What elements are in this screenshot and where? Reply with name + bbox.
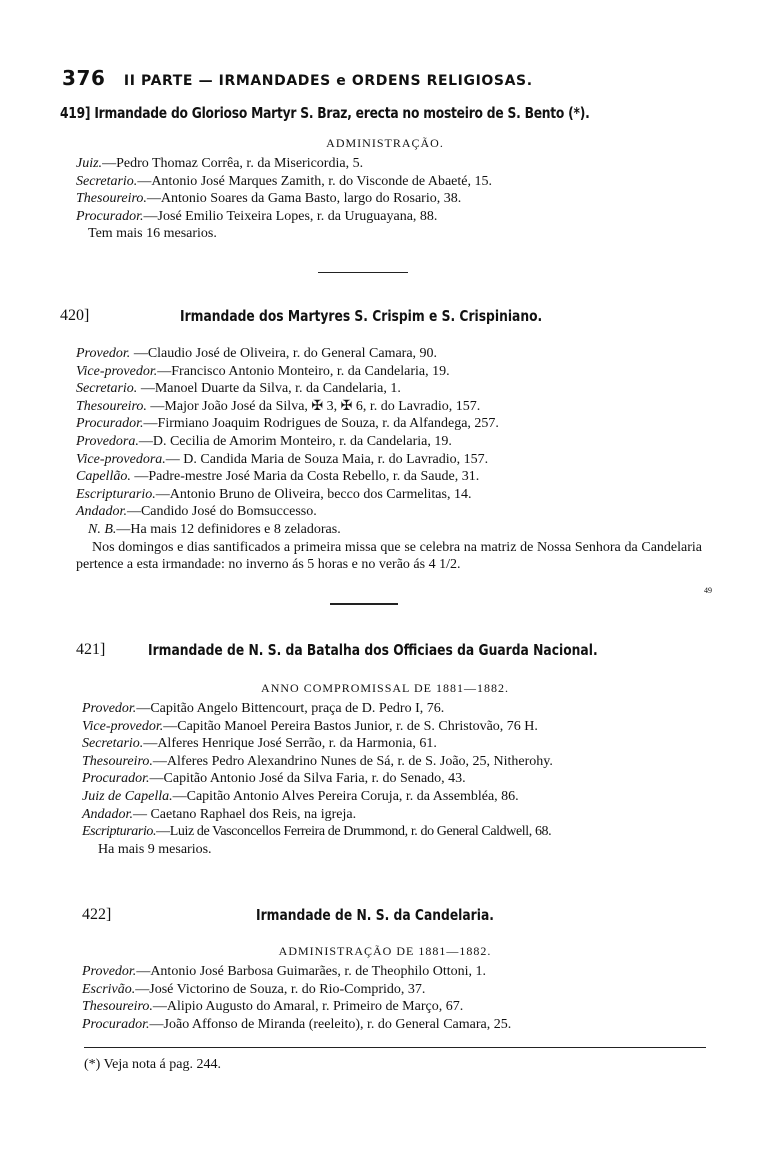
officer-line: Escripturario.—Luiz de Vasconcellos Ferreira de Drummond, r. do General Caldwell, 68.	[82, 824, 552, 840]
officer-line: Thesoureiro.—Alferes Pedro Alexandrino Nunes de Sá, r. de S. João, 25, Nitherohy.	[82, 753, 553, 769]
section-subtitle: ADMINISTRAÇÃO.	[326, 136, 444, 150]
section-title-row	[60, 641, 710, 663]
officer-line: Vice-provedor.—Francisco Antonio Monteiro, r. da Candelaria, 19.	[76, 363, 450, 379]
page-number: 376	[62, 66, 106, 90]
divider	[330, 603, 398, 605]
section-title: Irmandade de N. S. da Candelaria.	[256, 906, 494, 924]
section-title: Irmandade dos Martyres S. Crispim e S. Crispiniano.	[180, 307, 543, 325]
section-420	[60, 307, 710, 574]
footnote-rule	[84, 1047, 706, 1048]
officer-line: Provedor. —Claudio José de Oliveira, r. do General Camara, 90.	[76, 346, 438, 361]
section-title: 419] Irmandade do Glorioso Martyr S. Braz, erecta no mosteiro de S. Bento (*).	[60, 104, 590, 122]
officer-line: Thesoureiro. —Major João José da Silva, ✠ 3, ✠ 6, r. do Lavradio, 157.	[76, 398, 481, 414]
officer-list	[60, 155, 710, 243]
section-419	[60, 104, 710, 243]
officer-line: Andador.—Candido José do Bomsuccesso.	[76, 504, 317, 520]
officer-line: Thesoureiro.—Alipio Augusto do Amaral, r. Primeiro de Março, 67.	[82, 999, 464, 1015]
margin-mark: 49	[704, 586, 712, 595]
officer-line: Procurador.—José Emilio Teixeira Lopes, r. da Uruguayana, 88.	[76, 208, 438, 224]
officer-line: Procurador.—Capitão Antonio José da Silva Faria, r. do Senado, 43.	[82, 771, 466, 787]
section-422	[60, 906, 710, 1033]
page-header	[62, 66, 722, 90]
section-number: 421]	[76, 641, 106, 658]
paragraph: Nos domingos e dias santificados a primeira missa que se celebra na matriz de Nossa Senhora da Candelaria pertence a esta irmandade: no inverno ás 5 horas e no verão ás 4 1/2.	[76, 539, 702, 573]
officer-line: Vice-provedor.—Capitão Manoel Pereira Bastos Junior, r. de S. Christovão, 76 H.	[82, 718, 538, 734]
officer-line: Andador.— Caetano Raphael dos Reis, na igreja.	[82, 806, 357, 822]
officer-list	[60, 345, 710, 574]
divider	[318, 272, 408, 273]
officer-line: Thesoureiro.—Antonio Soares da Gama Basto, largo do Rosario, 38.	[76, 191, 462, 207]
officer-line: Escripturario.—Antonio Bruno de Oliveira, becco dos Carmelitas, 14.	[76, 486, 472, 502]
extra-note: Tem mais 16 mesarios.	[88, 226, 217, 242]
officer-line: Vice-provedora.— D. Candida Maria de Souza Maia, r. do Lavradio, 157.	[76, 451, 489, 467]
officer-line: Procurador.—João Affonso de Miranda (reeleito), r. do General Camara, 25.	[82, 1016, 512, 1032]
footnote: (*) Veja nota á pag. 244.	[84, 1057, 221, 1072]
officer-line: Provedor.—Capitão Angelo Bittencourt, praça de D. Pedro I, 76.	[82, 701, 445, 716]
section-subtitle: ANNO COMPROMISSAL DE 1881—1882.	[261, 681, 509, 695]
running-title: II PARTE — IRMANDADES e ORDENS RELIGIOSAS.	[123, 73, 533, 89]
officer-line: Capellão. —Padre-mestre José Maria da Costa Rebello, r. da Saude, 31.	[76, 469, 480, 485]
nota-bene: N. B.—Ha mais 12 definidores e 8 zeladoras.	[88, 521, 341, 537]
officer-line: Secretario. —Manoel Duarte da Silva, r. da Candelaria, 1.	[76, 381, 401, 397]
officer-line: Juiz de Capella.—Capitão Antonio Alves Pereira Coruja, r. da Assembléa, 86.	[82, 788, 519, 804]
section-title-row	[60, 307, 710, 329]
extra-note: Ha mais 9 mesarios.	[98, 841, 212, 857]
officer-line: Secretario.—Alferes Henrique José Serrão, r. da Harmonia, 61.	[82, 736, 437, 752]
officer-list	[60, 963, 710, 1033]
officer-line: Provedora.—D. Cecilia de Amorim Monteiro, r. da Candelaria, 19.	[76, 433, 452, 449]
officer-line: Escrivão.—José Victorino de Souza, r. do Rio-Comprido, 37.	[82, 981, 426, 997]
officer-line: Secretario.—Antonio José Marques Zamith, r. do Visconde de Abaeté, 15.	[76, 173, 492, 189]
officer-list	[60, 700, 710, 858]
officer-line: Procurador.—Firmiano Joaquim Rodrigues de Souza, r. da Alfandega, 257.	[76, 416, 499, 432]
section-subtitle: ADMINISTRAÇÃO DE 1881—1882.	[278, 944, 492, 958]
officer-line: Provedor.—Antonio José Barbosa Guimarães, r. de Theophilo Ottoni, 1.	[82, 964, 487, 979]
section-title-row	[60, 906, 710, 928]
section-title: Irmandade de N. S. da Batalha dos Officiaes da Guarda Nacional.	[148, 641, 598, 659]
section-number: 420]	[60, 307, 90, 324]
section-421	[60, 641, 710, 858]
officer-line: Juiz.—Pedro Thomaz Corrêa, r. da Misericordia, 5.	[76, 156, 364, 171]
section-number: 422]	[82, 906, 112, 923]
